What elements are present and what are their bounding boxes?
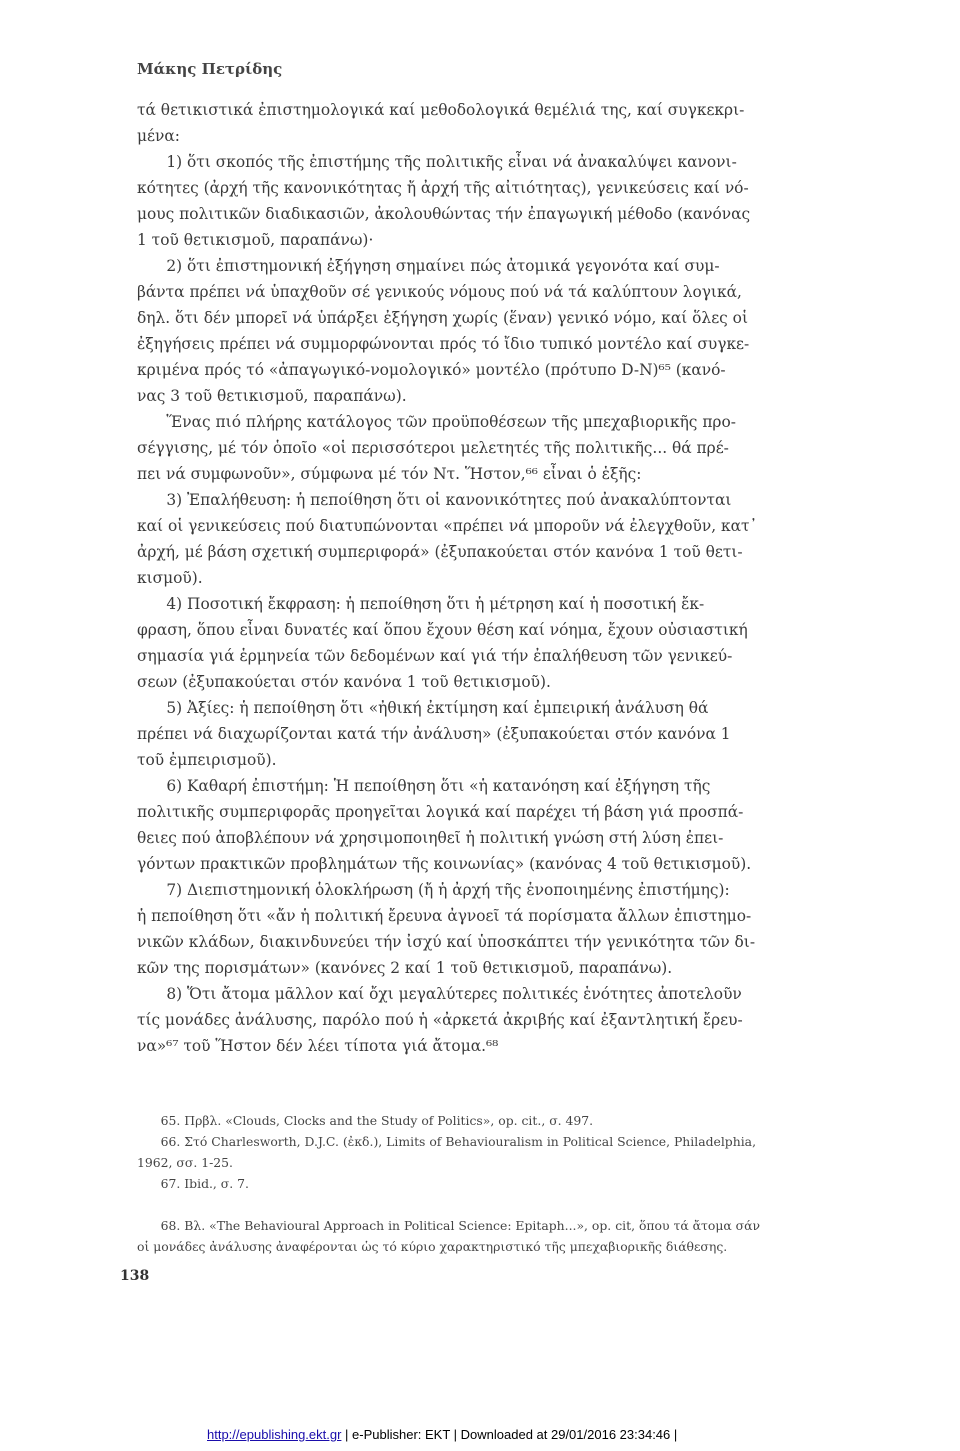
text-line: νικῶν κλάδων, διακινδυνεύει τήν ἰσχύ καί ὑποσκάπτει τήν γενικότητα τῶν δι- [137, 933, 756, 951]
text-line: κότητες (ἀρχή τῆς κανονικότητας ἤ ἀρχή τῆς αἰτιότητας), γενικεύσεις καί νό- [137, 179, 749, 197]
text-line: 3) Ἐπαλήθευση: ἡ πεποίθηση ὅτι οἱ κανονικότητες πού ἀνακαλύπτονται [137, 491, 732, 509]
text-line: πρέπει νά διαχωρίζονται κατά τήν ἀνάλυση» (ἐξυπακούεται στόν κανόνα 1 [137, 725, 731, 743]
text-line: κριμένα πρός τό «ἀπαγωγικό-νομολογικό» μοντέλο (πρότυπο D-N)⁶⁵ (κανό- [137, 361, 726, 379]
text-line: θειες πού ἀποβλέπουν νά χρησιμοποιηθεῖ ἡ πολιτική γνώση στή λύση ἐπει- [137, 829, 724, 847]
download-footer [207, 1427, 677, 1442]
text-line: τίς μονάδες ἀνάλυσης, παρόλο πού ἡ «ἀρκετά ἀκριβής καί ἐξαντλητική ἔρευ- [137, 1011, 743, 1029]
text-line: γόντων πρακτικῶν προβλημάτων τῆς κοινωνίας» (κανόνας 4 τοῦ θετικισμοῦ). [137, 855, 752, 873]
text-line: 8) Ὅτι ἄτομα μᾶλλον καί ὄχι μεγαλύτερες πολιτικές ἑνότητες ἀποτελοῦν [137, 985, 742, 1003]
text-line: δηλ. ὅτι δέν μπορεῖ νά ὑπάρξει ἐξήγηση χωρίς (ἕναν) γενικό νόμο, καί ὅλες οἱ [137, 309, 748, 327]
text-line: 1) ὅτι σκοπός τῆς ἐπιστήμης τῆς πολιτικῆς εἶναι νά ἀνακαλύψει κανονι- [137, 153, 737, 171]
text-line: 5) Ἀξίες: ἡ πεποίθηση ὅτι «ἠθική ἐκτίμηση καί ἐμπειρική ἀνάλυση θά [137, 699, 709, 717]
footnotes [137, 1110, 842, 1257]
body-text [137, 97, 842, 1059]
text-line: σέγγισης, μέ τόν ὁποῖο «οἱ περισσότεροι μελετητές τῆς πολιτικῆς... θά πρέ- [137, 439, 729, 457]
text-line: 4) Ποσοτική ἔκφραση: ἡ πεποίθηση ὅτι ἡ μέτρηση καί ἡ ποσοτική ἔκ- [137, 595, 705, 613]
text-line: βάντα πρέπει νά ὑπαχθοῦν σέ γενικούς νόμους πού νά τά καλύπτουν λογικά, [137, 283, 742, 301]
running-head: Μάκης Πετρίδης [137, 60, 283, 78]
footer-info: | e-Publisher: EKT | Downloaded at 29/01/2016 23:34:46 | [341, 1427, 678, 1442]
text-line: μους πολιτικῶν διαδικασιῶν, ἀκολουθώντας τήν ἐπαγωγική μέθοδο (κανόνας [137, 205, 751, 223]
text-line: τά θετικιστικά ἐπιστημολογικά καί μεθοδολογικά θεμέλιά της, καί συγκεκρι- [137, 101, 745, 119]
page-number: 138 [120, 1268, 150, 1284]
text-line: σημασία γιά ἑρμηνεία τῶν δεδομένων καί γιά τήν ἐπαλήθευση τῶν γενικεύ- [137, 647, 733, 665]
text-line: καί οἱ γενικεύσεις πού διατυπώνονται «πρέπει νά μποροῦν νά ἐλεγχθοῦν, κατ᾽ [137, 517, 758, 535]
text-line: μένα: [137, 127, 180, 145]
text-line: να»⁶⁷ τοῦ Ἥστον δέν λέει τίποτα γιά ἄτομα.⁶⁸ [137, 1037, 499, 1055]
text-line: φραση, ὅπου εἶναι δυνατές καί ὅπου ἔχουν θέση καί νόημα, ἔχουν οὐσιαστική [137, 621, 748, 639]
text-line: ἐξηγήσεις πρέπει νά συμμορφώνονται πρός τό ἴδιο τυπικό μοντέλο καί συγκε- [137, 335, 750, 353]
text-line: ἀρχή, μέ βάση σχετική συμπεριφορά» (ἐξυπακούεται στόν κανόνα 1 τοῦ θετι- [137, 543, 743, 561]
footnote-line: 66. Στό Charlesworth, D.J.C. (ἐκδ.), Limits of Behaviouralism in Political Science, Philadelphia, [137, 1134, 757, 1149]
text-line: 7) Διεπιστημονική ὁλοκλήρωση (ἤ ἡ ἀρχή τῆς ἑνοποιημένης ἐπιστήμης): [137, 881, 730, 899]
text-line: πολιτικῆς συμπεριφορᾶς προηγεῖται λογικά καί παρέχει τή βάση γιά προσπά- [137, 803, 744, 821]
text-line: νας 3 τοῦ θετικισμοῦ, παραπάνω). [137, 387, 407, 405]
text-line: κῶν της πορισμάτων» (κανόνες 2 καί 1 τοῦ θετικισμοῦ, παραπάνω). [137, 959, 673, 977]
text-line: Ἕνας πιό πλήρης κατάλογος τῶν προϋποθέσεων τῆς μπεχαβιορικῆς προ- [137, 413, 736, 431]
footnote-line [137, 1194, 842, 1215]
footnote-line: 68. Βλ. «The Behavioural Approach in Political Science: Epitaph...», op. cit, ὅπου τά ἄτομα σάν [137, 1218, 761, 1233]
footnote-line: 67. Ibid., σ. 7. [137, 1176, 249, 1191]
publisher-link[interactable]: http://epublishing.ekt.gr [207, 1427, 342, 1442]
footnote-line: 1962, σσ. 1-25. [137, 1155, 233, 1170]
text-line: πει νά συμφωνοῦν», σύμφωνα μέ τόν Ντ. Ἥστον,⁶⁶ εἶναι ὁ ἑξῆς: [137, 465, 642, 483]
text-line: 2) ὅτι ἐπιστημονική ἐξήγηση σημαίνει πώς ἀτομικά γεγονότα καί συμ- [137, 257, 720, 275]
text-line: 1 τοῦ θετικισμοῦ, παραπάνω)· [137, 231, 374, 249]
text-line: τοῦ ἐμπειρισμοῦ). [137, 751, 277, 769]
text-line: σεων (ἐξυπακούεται στόν κανόνα 1 τοῦ θετικισμοῦ). [137, 673, 551, 691]
text-line: ἡ πεποίθηση ὅτι «ἄν ἡ πολιτική ἔρευνα ἀγνοεῖ τά πορίσματα ἄλλων ἐπιστημο- [137, 907, 752, 925]
text-line: 6) Καθαρή ἐπιστήμη: Ἡ πεποίθηση ὅτι «ἡ κατανόηση καί ἐξήγηση τῆς [137, 777, 711, 795]
footnote-line: 65. Πρβλ. «Clouds, Clocks and the Study of Politics», op. cit., σ. 497. [137, 1113, 594, 1128]
text-line: κισμοῦ). [137, 569, 203, 587]
footnote-line: οἱ μονάδες ἀνάλυσης ἀναφέρονται ὡς τό κύριο χαρακτηριστικό τῆς μπεχαβιορικῆς διάθεσης. [137, 1239, 728, 1254]
